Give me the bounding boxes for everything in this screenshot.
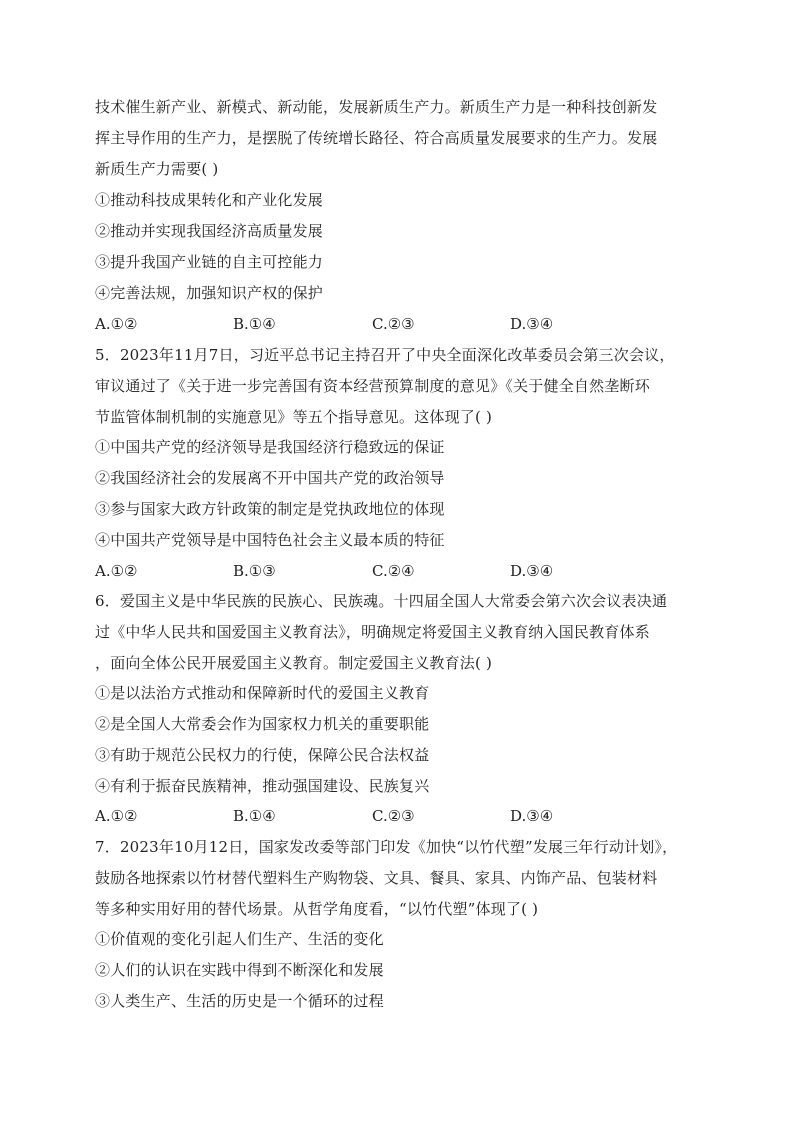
option-c: C.②③ [372, 807, 415, 825]
option-c: C.②③ [372, 315, 415, 333]
option-b: B.①④ [233, 315, 276, 333]
question-6-stem-line-1: 6．爱国主义是中华民族的民族心、民族魂。十四届全国人大常委会第六次会议表决通 [95, 592, 668, 610]
question-5-stem-line-1: 5．2023年11月7日，习近平总书记主持召开了中央全面深化改革委员会第三次会议， [95, 346, 675, 364]
question-5-choice-2: ②我国经济社会的发展离不开中国共产党的政治领导 [95, 469, 445, 487]
question-4-stem-line-1: 技术催生新产业、新模式、新动能，发展新质生产力。新质生产力是一种科技创新发 [95, 98, 658, 116]
question-6-choice-2: ②是全国人大常委会作为国家权力机关的重要职能 [95, 715, 430, 733]
question-7-stem-line-2: 鼓励各地探索以竹材替代塑料生产购物袋、文具、餐具、家具、内饰产品、包装材料 [95, 869, 658, 887]
option-a: A.①② [95, 807, 138, 825]
question-6-stem-line-2: 过《中华人民共和国爱国主义教育法》，明确规定将爱国主义教育纳入国民教育体系 [95, 623, 650, 641]
option-b: B.①③ [233, 562, 276, 580]
question-4-stem-line-2: 挥主导作用的生产力，是摆脱了传统增长路径、符合高质量发展要求的生产力。发展 [95, 129, 658, 147]
question-7-stem-line-3: 等多种实用好用的替代场景。从哲学角度看，“以竹代塑”体现了( ) [95, 900, 539, 918]
question-7-choice-1: ①价值观的变化引起人们生产、生活的变化 [95, 930, 384, 948]
option-a: A.①② [95, 562, 138, 580]
question-5-stem-line-3: 节监管体制机制的实施意见》等五个指导意见。这体现了( ) [95, 408, 493, 426]
question-5-stem-line-2: 审议通过了《关于进一步完善国有资本经营预算制度的意见》《关于健全自然垄断环 [95, 377, 650, 395]
question-4-choice-3: ③提升我国产业链的自主可控能力 [95, 253, 324, 271]
question-6-choice-4: ④有利于振奋民族精神，推动强国建设、民族复兴 [95, 777, 430, 795]
option-d: D.③④ [510, 315, 554, 333]
question-7-choice-2: ②人们的认识在实践中得到不断深化和发展 [95, 961, 384, 979]
question-5-choice-3: ③参与国家大政方针政策的制定是党执政地位的体现 [95, 500, 445, 518]
option-b: B.①④ [233, 807, 276, 825]
question-4-choice-1: ①推动科技成果转化和产业化发展 [95, 191, 324, 209]
question-6-stem-line-3: ，面向全体公民开展爱国主义教育。制定爱国主义教育法( ) [95, 654, 493, 672]
question-5-choice-1: ①中国共产党的经济领导是我国经济行稳致远的保证 [95, 438, 445, 456]
question-6-choice-3: ③有助于规范公民权力的行使，保障公民合法权益 [95, 746, 430, 764]
question-6-choice-1: ①是以法治方式推动和保障新时代的爱国主义教育 [95, 684, 430, 702]
option-a: A.①② [95, 315, 138, 333]
option-d: D.③④ [510, 807, 554, 825]
question-6-answer-options [95, 805, 715, 827]
question-7-stem-line-1: 7．2023年10月12日，国家发改委等部门印发《加快“以竹代塑”发展三年行动计划》， [95, 838, 678, 856]
question-4-choice-2: ②推动并实现我国经济高质量发展 [95, 222, 324, 240]
question-5-answer-options [95, 560, 715, 582]
question-4-stem-line-3: 新质生产力需要( ) [95, 160, 219, 178]
option-c: C.②④ [372, 562, 415, 580]
question-4-choice-4: ④完善法规，加强知识产权的保护 [95, 284, 324, 302]
question-4-answer-options [95, 313, 715, 335]
question-7-choice-3: ③人类生产、生活的历史是一个循环的过程 [95, 992, 384, 1010]
question-5-choice-4: ④中国共产党领导是中国特色社会主义最本质的特征 [95, 531, 445, 549]
option-d: D.③④ [510, 562, 554, 580]
